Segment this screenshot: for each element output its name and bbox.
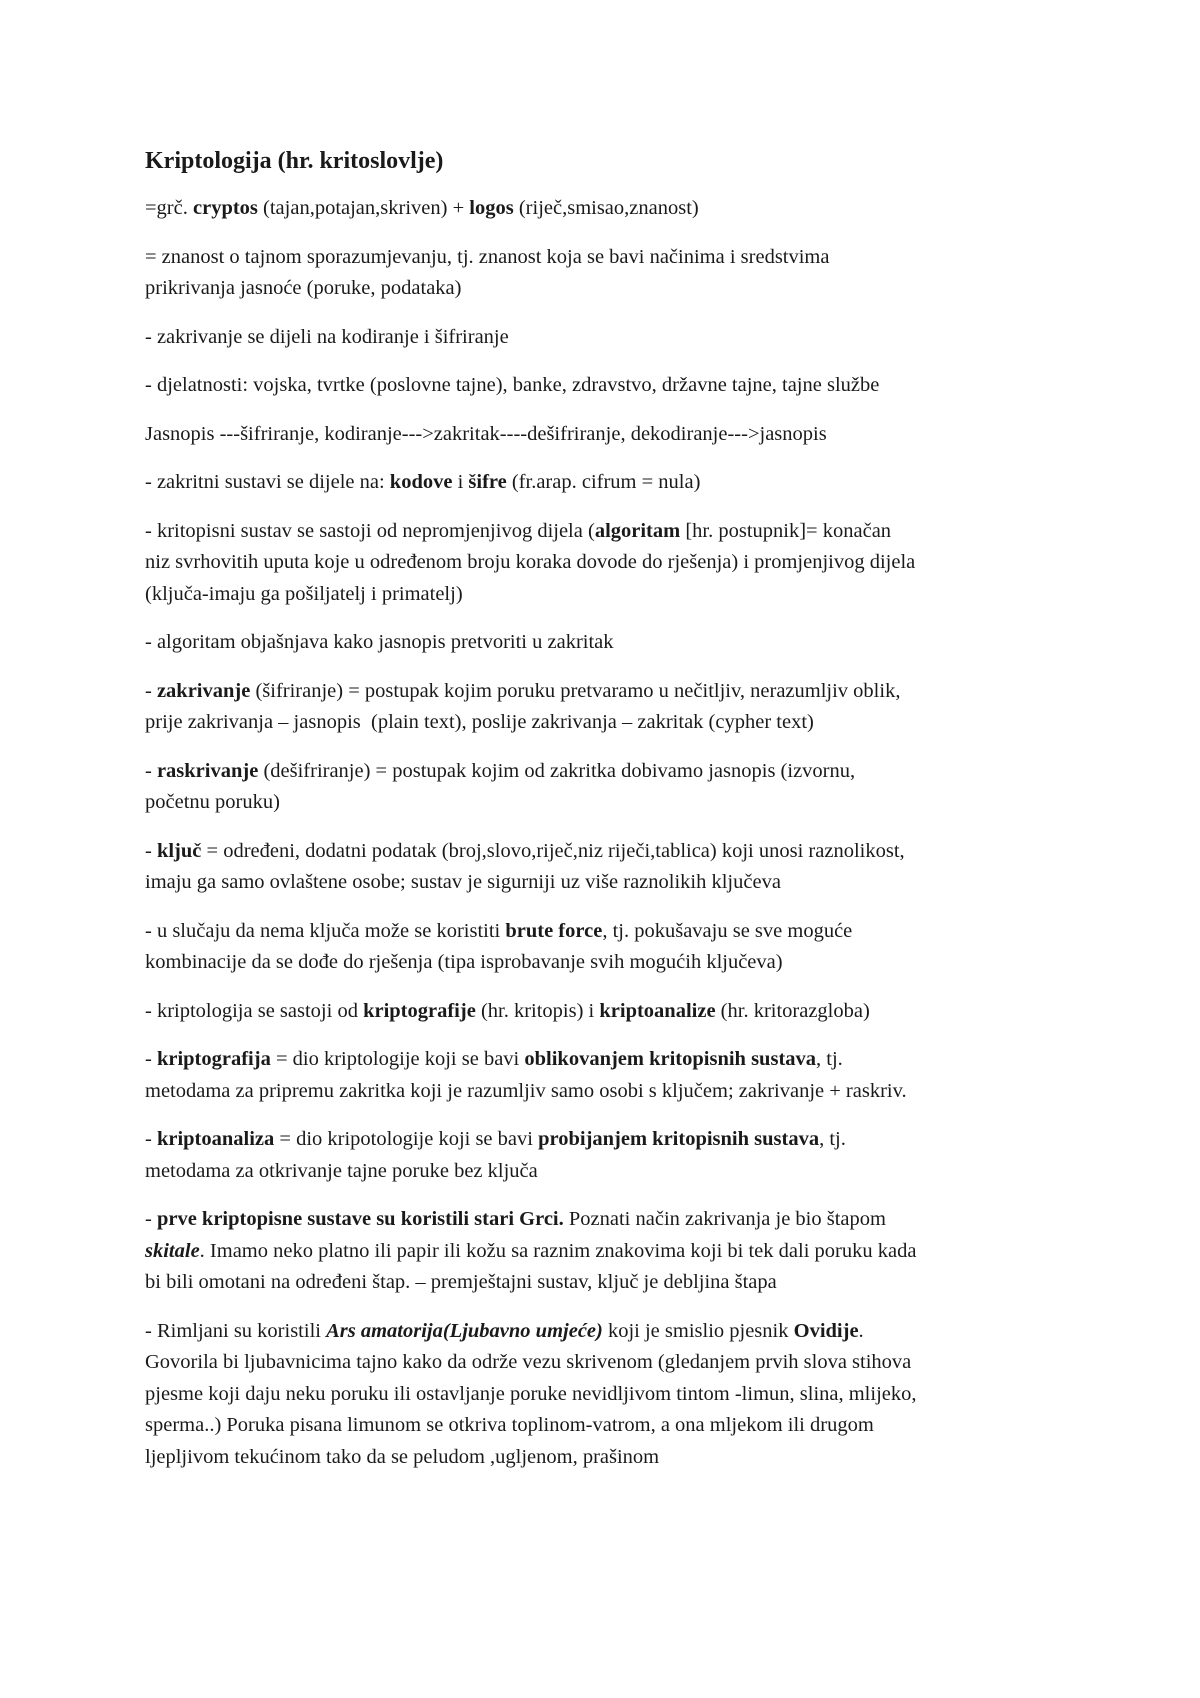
document-body xyxy=(145,193,1075,1473)
document-title: Kriptologija (hr. kritoslovlje) xyxy=(145,148,444,174)
paragraph-text: = dio kripotologije koji se bavi xyxy=(274,1128,539,1150)
emphasis-text: prve kriptopisne sustave su koristili stari Grci. xyxy=(156,1208,564,1230)
emphasis-text: skitale xyxy=(145,1239,200,1262)
paragraph-text: - xyxy=(145,1048,157,1070)
paragraph-text: , tj. metodama za otkrivanje tajne poruke bez ključa xyxy=(145,1128,846,1182)
paragraph-text: i xyxy=(452,471,469,493)
paragraph-text: (fr.arap. cifrum = nula) xyxy=(506,471,701,493)
paragraph-text: - djelatnosti: vojska, tvrtke (poslovne tajne), banke, zdravstvo, državne tajne, tajne službe xyxy=(145,374,880,396)
paragraph-text: =grč. xyxy=(145,197,193,219)
paragraph xyxy=(145,467,1075,499)
emphasis-text: algoritam xyxy=(594,519,681,542)
paragraph-text: koji je smislio pjesnik xyxy=(602,1319,794,1342)
paragraph xyxy=(145,676,1075,739)
paragraph xyxy=(145,1204,1075,1299)
paragraph-text: (hr. kritorazgloba) xyxy=(715,999,870,1022)
paragraph-text: (tajan,potajan,skriven) + xyxy=(257,197,470,219)
paragraph-text: - zakritni sustavi se dijele na: xyxy=(145,471,390,493)
paragraph-text: [hr. postupnik]= konačan niz svrhovitih uputa koje u određenom broju koraka dovode do rješenja) i promjenjivog dijela (ključa-imaju ga pošiljatelj i primatelj) xyxy=(145,519,916,605)
paragraph xyxy=(145,1316,1075,1474)
paragraph-text: Poznati način zakrivanja je bio štapom xyxy=(568,1208,886,1230)
emphasis-text: kodove xyxy=(389,471,453,493)
emphasis-text: cryptos xyxy=(193,197,258,219)
paragraph-text: (dešifriranje) = postupak kojim od zakritka dobivamo jasnopis (izvornu, početnu poruku) xyxy=(145,759,856,813)
emphasis-text: kriptoanaliza xyxy=(156,1128,275,1150)
emphasis-text: probijanjem kritopisnih sustava xyxy=(538,1128,820,1150)
paragraph-text: - xyxy=(145,1128,157,1150)
emphasis-text: ključ xyxy=(156,839,202,862)
emphasis-text: brute force xyxy=(505,919,603,942)
paragraph xyxy=(145,916,1075,979)
paragraph-text: . Imamo neko platno ili papir ili kožu sa raznim znakovima koji bi tek dali poruku kada bi bili omotani na određeni štap. – premještajni sustav, ključ je debljina štapa xyxy=(145,1239,917,1293)
paragraph-text: Jasnopis ---šifriranje, kodiranje--->zakritak----dešifriranje, dekodiranje--->jasnopis xyxy=(145,422,827,445)
emphasis-text: oblikovanjem kritopisnih sustava xyxy=(524,1048,817,1070)
paragraph xyxy=(145,516,1075,611)
paragraph-text: - u slučaju da nema ključa može se koristiti xyxy=(145,919,506,942)
emphasis-text: kriptografija xyxy=(156,1048,271,1070)
emphasis-text: zakrivanje xyxy=(156,679,251,702)
paragraph-text: . Govorila bi ljubavnicima tajno kako da održe vezu skrivenom (gledanjem prvih slova stihova pjesme koji daju neku poruku ili ostavljanje poruke nevidljivom tintom -limun, slina, mlijeko, sperma..) Poruka pisana limunom se otkriva toplinom-vatrom, a ona mljekom ili drugom ljepljivom tekućinom tako da se peludom ,ugljenom, prašinom xyxy=(145,1319,917,1468)
emphasis-text: raskrivanje xyxy=(156,759,259,782)
paragraph-text: - xyxy=(145,679,157,702)
paragraph-text: - Rimljani su koristili xyxy=(145,1319,327,1342)
paragraph xyxy=(145,1124,1075,1187)
paragraph-text: - xyxy=(145,759,157,782)
paragraph xyxy=(145,322,1075,354)
paragraph-text: (riječ,smisao,znanost) xyxy=(513,197,699,219)
paragraph-text: - algoritam objašnjava kako jasnopis pretvoriti u zakritak xyxy=(145,631,614,653)
document-page xyxy=(145,146,1075,1490)
emphasis-text: logos xyxy=(469,197,514,219)
paragraph-text: (šifriranje) = postupak kojim poruku pretvaramo u nečitljiv, nerazumljiv oblik, prije zakrivanja – jasnopis (plain text), poslije zakrivanja – zakritak (cypher text) xyxy=(145,679,901,733)
paragraph xyxy=(145,627,1075,659)
emphasis-text: kriptografije xyxy=(363,999,476,1022)
paragraph-text: = znanost o tajnom sporazumjevanju, tj. znanost koja se bavi načinima i sredstvima prikrivanja jasnoće (poruke, podataka) xyxy=(145,245,830,299)
paragraph-text: - zakrivanje se dijeli na kodiranje i šifriranje xyxy=(145,325,509,348)
paragraph xyxy=(145,370,1075,402)
paragraph-text: - kriptologija se sastoji od xyxy=(145,999,364,1022)
paragraph-text: (hr. kritopis) i xyxy=(475,999,600,1022)
paragraph-text: , tj. metodama za pripremu zakritka koji je razumljiv samo osobi s ključem; zakrivanje + raskriv. xyxy=(145,1048,907,1102)
paragraph xyxy=(145,836,1075,899)
paragraph xyxy=(145,1044,1075,1107)
emphasis-text: Ars amatorija(Ljubavno umjeće) xyxy=(326,1319,603,1342)
paragraph-text: - xyxy=(145,1208,157,1230)
paragraph-text: = dio kriptologije koji se bavi xyxy=(270,1048,525,1070)
paragraph-text: , tj. pokušavaju se sve moguće kombinacije da se dođe do rješenja (tipa isprobavanje svih mogućih ključeva) xyxy=(145,919,853,973)
emphasis-text: kriptoanalize xyxy=(599,999,716,1022)
paragraph-text: = određeni, dodatni podatak (broj,slovo,riječ,niz riječi,tablica) koji unosi raznolikost, imaju ga samo ovlaštene osobe; sustav je sigurniji uz više raznolikih ključeva xyxy=(145,839,905,893)
paragraph xyxy=(145,996,1075,1028)
paragraph xyxy=(145,419,1075,451)
emphasis-text: Ovidije xyxy=(793,1319,859,1342)
paragraph xyxy=(145,193,1075,225)
paragraph xyxy=(145,242,1075,305)
paragraph-text: - xyxy=(145,839,157,862)
paragraph xyxy=(145,756,1075,819)
emphasis-text: šifre xyxy=(468,471,507,493)
paragraph-text: - kritopisni sustav se sastoji od nepromjenjivog dijela ( xyxy=(145,519,595,542)
